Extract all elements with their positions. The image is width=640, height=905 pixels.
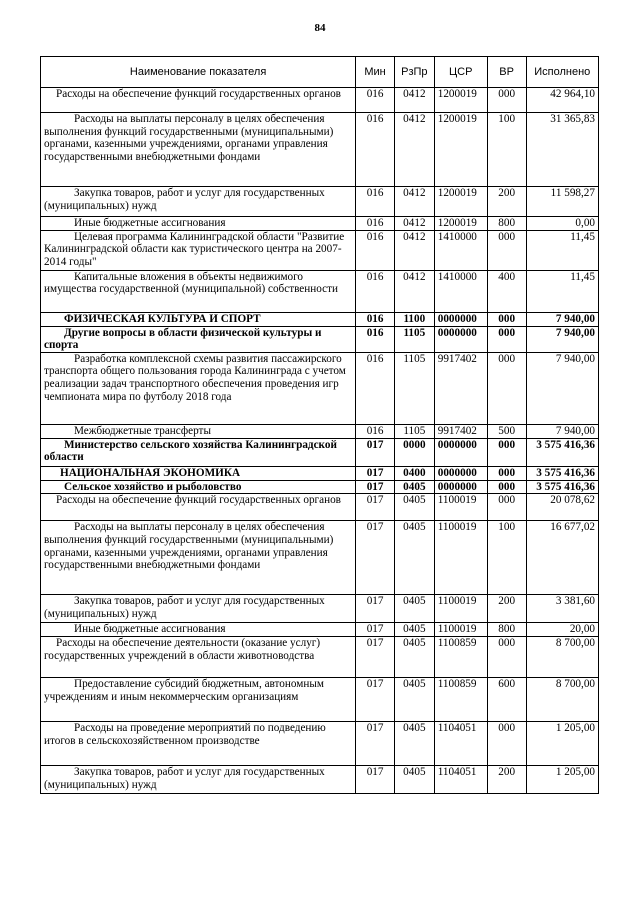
row-vr: 000 <box>487 636 526 677</box>
table-row <box>41 230 599 270</box>
row-vr: 000 <box>487 88 526 113</box>
row-csr: 1104051 <box>434 721 487 765</box>
table-row <box>41 88 599 113</box>
row-min: 017 <box>356 595 395 623</box>
row-executed: 31 365,83 <box>526 113 598 187</box>
table-row <box>41 466 599 480</box>
row-csr: 0000000 <box>434 326 487 352</box>
row-min: 016 <box>356 187 395 217</box>
row-min: 016 <box>356 230 395 270</box>
table-row <box>41 677 599 721</box>
row-rzpr: 0405 <box>394 636 434 677</box>
row-rzpr: 0405 <box>394 521 434 595</box>
header-csr: ЦСР <box>434 57 487 88</box>
row-executed: 3 575 416,36 <box>526 466 598 480</box>
header-vr: ВР <box>487 57 526 88</box>
row-vr: 800 <box>487 623 526 637</box>
table-header-row <box>41 57 599 88</box>
row-executed: 3 575 416,36 <box>526 438 598 466</box>
row-executed: 11 598,27 <box>526 187 598 217</box>
row-csr: 1200019 <box>434 217 487 231</box>
row-name: Другие вопросы в области физической культуры и спорта <box>41 326 356 352</box>
row-min: 017 <box>356 765 395 793</box>
row-executed: 11,45 <box>526 230 598 270</box>
row-executed: 20 078,62 <box>526 494 598 521</box>
table-row <box>41 721 599 765</box>
row-vr: 000 <box>487 230 526 270</box>
table-row <box>41 187 599 217</box>
row-rzpr: 1100 <box>394 312 434 326</box>
row-name: Закупка товаров, работ и услуг для государственных (муниципальных) нужд <box>41 187 356 217</box>
row-name: Капитальные вложения в объекты недвижимого имущества государственной (муниципальной) собственности <box>41 270 356 312</box>
row-executed: 8 700,00 <box>526 636 598 677</box>
row-min: 016 <box>356 352 395 424</box>
row-rzpr: 0405 <box>394 677 434 721</box>
row-rzpr: 0412 <box>394 113 434 187</box>
row-csr: 0000000 <box>434 312 487 326</box>
row-vr: 500 <box>487 424 526 438</box>
row-executed: 7 940,00 <box>526 312 598 326</box>
row-csr: 1100019 <box>434 494 487 521</box>
row-min: 016 <box>356 326 395 352</box>
row-name: Расходы на выплаты персоналу в целях обеспечения выполнения функций государственными (муниципальными) органами, казенными учреждениями, органами управления государственными внебюджетными фондами <box>41 113 356 187</box>
row-csr: 1100019 <box>434 521 487 595</box>
row-min: 016 <box>356 88 395 113</box>
row-name: ФИЗИЧЕСКАЯ КУЛЬТУРА И СПОРТ <box>41 312 356 326</box>
row-executed: 11,45 <box>526 270 598 312</box>
row-name: Предоставление субсидий бюджетным, автономным учреждениям и иным некоммерческим организациям <box>41 677 356 721</box>
row-min: 017 <box>356 721 395 765</box>
table-row <box>41 623 599 637</box>
table-row <box>41 424 599 438</box>
row-executed: 0,00 <box>526 217 598 231</box>
row-csr: 0000000 <box>434 466 487 480</box>
row-vr: 000 <box>487 326 526 352</box>
row-min: 016 <box>356 270 395 312</box>
row-name: Расходы на обеспечение деятельности (оказание услуг) государственных учреждений в области животноводства <box>41 636 356 677</box>
table-row <box>41 312 599 326</box>
row-min: 016 <box>356 312 395 326</box>
row-rzpr: 0412 <box>394 230 434 270</box>
row-vr: 200 <box>487 765 526 793</box>
row-vr: 000 <box>487 438 526 466</box>
row-vr: 000 <box>487 352 526 424</box>
row-executed: 3 381,60 <box>526 595 598 623</box>
row-name: Расходы на выплаты персоналу в целях обеспечения выполнения функций государственными (муниципальными) органами, казенными учреждениями, органами управления государственными внебюджетными фондами <box>41 521 356 595</box>
table-row <box>41 636 599 677</box>
row-rzpr: 0412 <box>394 217 434 231</box>
row-name: Сельское хозяйство и рыболовство <box>41 480 356 494</box>
row-min: 017 <box>356 494 395 521</box>
row-rzpr: 0412 <box>394 187 434 217</box>
row-rzpr: 1105 <box>394 352 434 424</box>
row-min: 016 <box>356 113 395 187</box>
row-rzpr: 0412 <box>394 88 434 113</box>
row-executed: 8 700,00 <box>526 677 598 721</box>
row-csr: 1200019 <box>434 88 487 113</box>
row-vr: 100 <box>487 521 526 595</box>
row-min: 016 <box>356 217 395 231</box>
row-csr: 1100019 <box>434 623 487 637</box>
row-vr: 100 <box>487 113 526 187</box>
row-min: 017 <box>356 438 395 466</box>
row-vr: 800 <box>487 217 526 231</box>
row-min: 017 <box>356 466 395 480</box>
table-row <box>41 326 599 352</box>
row-csr: 1100019 <box>434 595 487 623</box>
row-rzpr: 0400 <box>394 466 434 480</box>
row-vr: 000 <box>487 480 526 494</box>
row-min: 017 <box>356 480 395 494</box>
row-csr: 1200019 <box>434 113 487 187</box>
row-csr: 1104051 <box>434 765 487 793</box>
row-csr: 1410000 <box>434 230 487 270</box>
row-csr: 9917402 <box>434 424 487 438</box>
row-name: Межбюджетные трансферты <box>41 424 356 438</box>
table-row <box>41 494 599 521</box>
row-executed: 20,00 <box>526 623 598 637</box>
table-row <box>41 765 599 793</box>
table-row <box>41 113 599 187</box>
row-executed: 1 205,00 <box>526 721 598 765</box>
table-row <box>41 270 599 312</box>
row-vr: 200 <box>487 187 526 217</box>
row-name: Иные бюджетные ассигнования <box>41 217 356 231</box>
row-csr: 1100859 <box>434 677 487 721</box>
row-vr: 000 <box>487 494 526 521</box>
row-executed: 3 575 416,36 <box>526 480 598 494</box>
row-rzpr: 0405 <box>394 765 434 793</box>
row-min: 017 <box>356 623 395 637</box>
row-executed: 7 940,00 <box>526 352 598 424</box>
row-rzpr: 0405 <box>394 480 434 494</box>
row-vr: 000 <box>487 721 526 765</box>
row-rzpr: 1105 <box>394 326 434 352</box>
row-rzpr: 0412 <box>394 270 434 312</box>
row-csr: 1200019 <box>434 187 487 217</box>
row-min: 016 <box>356 424 395 438</box>
row-name: Расходы на обеспечение функций государственных органов <box>41 494 356 521</box>
row-rzpr: 0405 <box>394 623 434 637</box>
row-csr: 0000000 <box>434 438 487 466</box>
row-csr: 9917402 <box>434 352 487 424</box>
row-executed: 42 964,10 <box>526 88 598 113</box>
header-rzpr: РзПр <box>394 57 434 88</box>
row-name: Закупка товаров, работ и услуг для государственных (муниципальных) нужд <box>41 765 356 793</box>
row-rzpr: 1105 <box>394 424 434 438</box>
row-min: 017 <box>356 636 395 677</box>
row-name: Целевая программа Калининградской области "Развитие Калининградской области как туристического центра на 2007-2014 годы" <box>41 230 356 270</box>
table-row <box>41 595 599 623</box>
row-name: Министерство сельского хозяйства Калининградской области <box>41 438 356 466</box>
budget-execution-table <box>40 56 599 794</box>
row-vr: 600 <box>487 677 526 721</box>
row-vr: 400 <box>487 270 526 312</box>
header-name: Наименование показателя <box>41 57 356 88</box>
row-vr: 000 <box>487 312 526 326</box>
row-executed: 7 940,00 <box>526 326 598 352</box>
row-name: Закупка товаров, работ и услуг для государственных (муниципальных) нужд <box>41 595 356 623</box>
table-row <box>41 521 599 595</box>
row-min: 017 <box>356 677 395 721</box>
row-name: Разработка комплексной схемы развития пассажирского транспорта общего пользования города Калининграда с учетом реализации задач транспортного обеспечения проведения игр чемпионата мира по футболу 2018 года <box>41 352 356 424</box>
row-vr: 200 <box>487 595 526 623</box>
row-name: Расходы на обеспечение функций государственных органов <box>41 88 356 113</box>
row-csr: 0000000 <box>434 480 487 494</box>
table-row <box>41 352 599 424</box>
table-row <box>41 480 599 494</box>
row-rzpr: 0405 <box>394 494 434 521</box>
row-csr: 1410000 <box>434 270 487 312</box>
header-executed: Исполнено <box>526 57 598 88</box>
row-executed: 16 677,02 <box>526 521 598 595</box>
table-row <box>41 217 599 231</box>
row-executed: 7 940,00 <box>526 424 598 438</box>
row-name: Расходы на проведение мероприятий по подведению итогов в сельскохозяйственном производстве <box>41 721 356 765</box>
table-row <box>41 438 599 466</box>
row-rzpr: 0000 <box>394 438 434 466</box>
row-rzpr: 0405 <box>394 721 434 765</box>
row-vr: 000 <box>487 466 526 480</box>
row-rzpr: 0405 <box>394 595 434 623</box>
row-executed: 1 205,00 <box>526 765 598 793</box>
row-name: Иные бюджетные ассигнования <box>41 623 356 637</box>
row-csr: 1100859 <box>434 636 487 677</box>
page-number: 84 <box>314 22 326 34</box>
header-min: Мин <box>356 57 395 88</box>
row-name: НАЦИОНАЛЬНАЯ ЭКОНОМИКА <box>41 466 356 480</box>
row-min: 017 <box>356 521 395 595</box>
